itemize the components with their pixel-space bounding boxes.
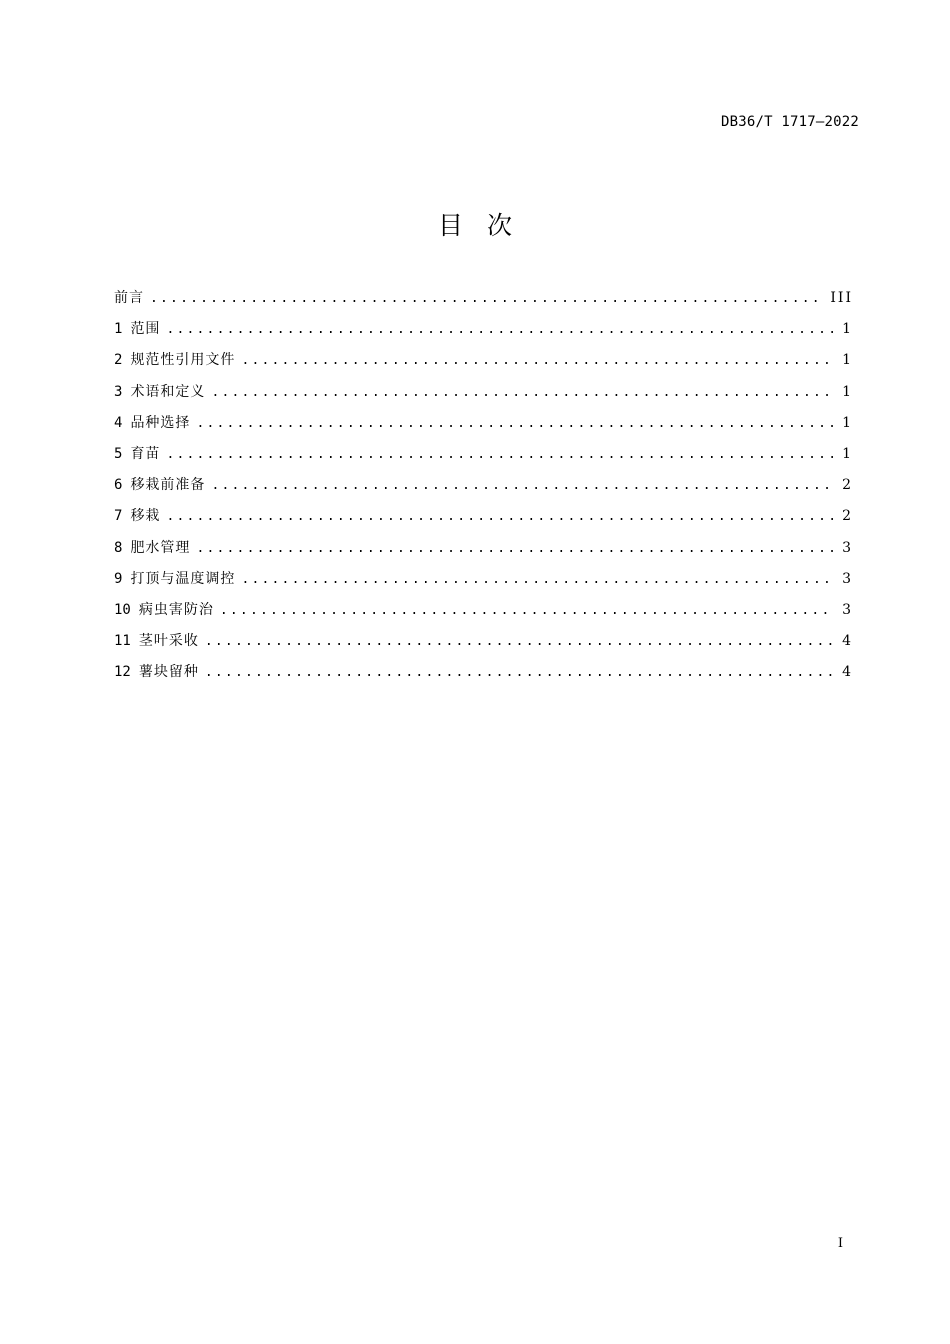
toc-entry-2[interactable] [114, 348, 851, 379]
toc-entry-page: 2 [842, 508, 853, 525]
toc-entry-label: 前言 [114, 290, 144, 306]
toc-entry-number: 7 [114, 508, 123, 525]
toc-entry-12[interactable] [114, 660, 851, 691]
document-code: DB36/T 1717—2022 [720, 114, 859, 130]
toc-entry-label: 薯块留种 [138, 664, 199, 681]
toc-leader-dots [150, 287, 822, 311]
toc-leader-dots [196, 412, 834, 436]
toc-entry-4[interactable] [114, 411, 851, 442]
toc-leader-dots [205, 661, 834, 685]
toc-entry-page: 1 [842, 383, 853, 400]
toc-entry-label: 品种选择 [130, 414, 191, 431]
toc-entry-number: 5 [114, 445, 123, 462]
toc-entry-number: 4 [114, 414, 123, 431]
toc-entry-page: 1 [842, 352, 853, 369]
toc-entry-page: 4 [842, 664, 853, 681]
toc-entry-7[interactable] [114, 504, 851, 535]
toc-leader-dots [211, 381, 834, 405]
toc-entry-6[interactable] [114, 473, 851, 504]
toc-entry-label: 范围 [130, 321, 161, 338]
table-of-contents [114, 286, 851, 691]
toc-entry-10[interactable] [114, 598, 851, 629]
toc-title: 目次 [437, 211, 536, 240]
toc-entry-number: 9 [114, 570, 123, 587]
toc-leader-dots [196, 537, 834, 561]
toc-entry-9[interactable] [114, 567, 851, 598]
toc-leader-dots [220, 599, 834, 623]
toc-entry-label: 病虫害防治 [138, 601, 214, 618]
toc-entry-label: 术语和定义 [130, 383, 206, 400]
toc-entry-11[interactable] [114, 629, 851, 660]
toc-entry-number: 8 [114, 539, 123, 556]
toc-entry-number: 3 [114, 383, 123, 400]
toc-leader-dots [211, 474, 834, 498]
toc-entry-number: 2 [114, 352, 123, 369]
toc-entry-page: 3 [842, 570, 853, 587]
toc-leader-dots [166, 443, 834, 467]
toc-entry-page: 3 [842, 601, 853, 618]
toc-entry-number: 6 [114, 477, 123, 494]
toc-entry-label: 茎叶采收 [138, 633, 199, 650]
toc-entry-1[interactable] [114, 317, 851, 348]
toc-entry-number: 10 [114, 601, 131, 618]
toc-entry-8[interactable] [114, 536, 851, 567]
toc-entry-number: 12 [114, 664, 131, 681]
toc-entry-page: 1 [842, 414, 853, 431]
toc-entry-label: 育苗 [130, 445, 161, 462]
toc-entry-3[interactable] [114, 380, 851, 411]
toc-entry-page: 2 [842, 477, 853, 494]
toc-leader-dots [166, 318, 834, 342]
toc-entry-page: 1 [842, 445, 853, 462]
toc-entry-label: 移栽 [130, 508, 161, 525]
toc-leader-dots [205, 630, 834, 654]
toc-entry-page: III [830, 290, 853, 306]
toc-leader-dots [166, 505, 834, 529]
toc-leader-dots [241, 349, 834, 373]
toc-leader-dots [241, 568, 834, 592]
page-number: I [837, 1236, 843, 1251]
toc-entry-5[interactable] [114, 442, 851, 473]
toc-entry-page: 4 [842, 633, 853, 650]
toc-entry-number: 1 [114, 321, 123, 338]
toc-entry-label: 肥水管理 [130, 539, 191, 556]
toc-entry-foreword[interactable] [114, 286, 851, 317]
toc-entry-number: 11 [114, 633, 131, 650]
toc-entry-label: 打顶与温度调控 [130, 570, 236, 587]
toc-entry-label: 规范性引用文件 [130, 352, 236, 369]
toc-entry-label: 移栽前准备 [130, 477, 206, 494]
toc-entry-page: 3 [842, 539, 853, 556]
toc-entry-page: 1 [842, 321, 853, 338]
